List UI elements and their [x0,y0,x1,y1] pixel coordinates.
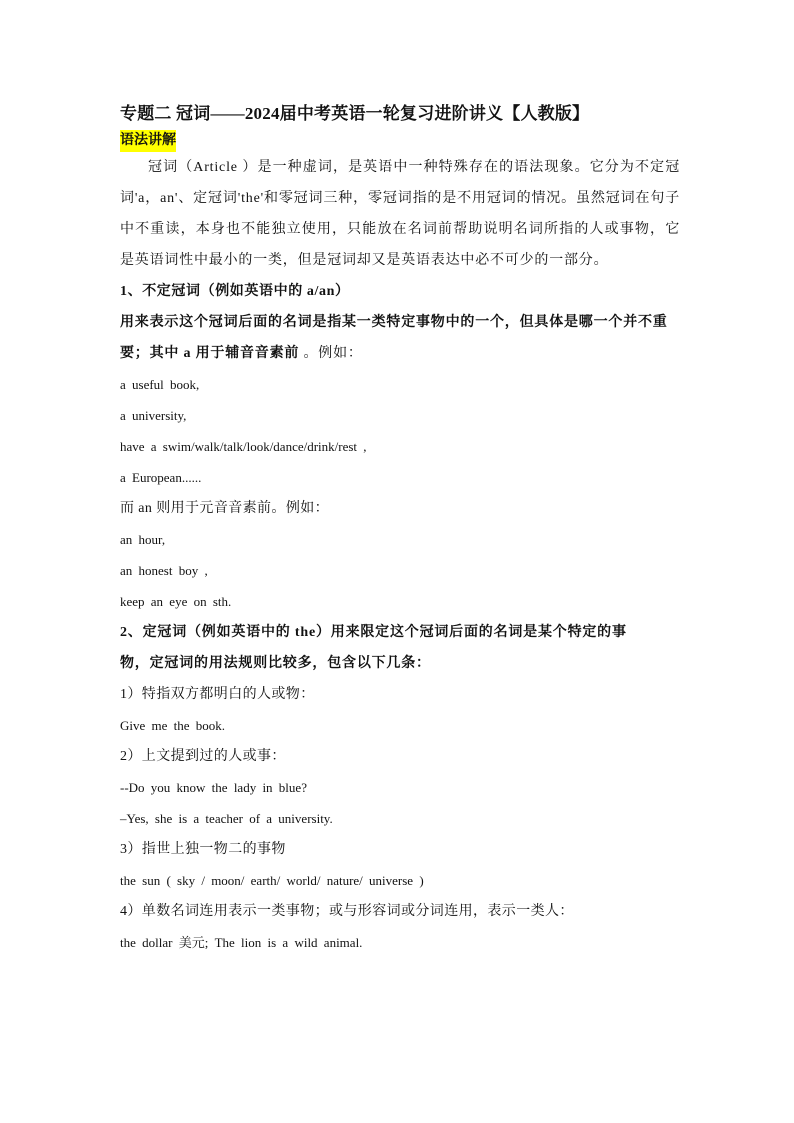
heading-indefinite-article: 1、不定冠词（例如英语中的 a/an） [120,284,350,299]
section-label-grammar: 语法讲解 [120,130,176,152]
indefinite-article-description [120,307,680,369]
rule-4: 4）单数名词连用表示一类事物；或与形容词或分词连用，表示一类人： [120,904,574,919]
heading-definite-article [120,617,680,648]
a-example: a university, [120,408,187,423]
document-page [120,100,680,958]
rule-2-example: –Yes, she is a teacher of a university. [120,811,333,826]
definite-desc-bold-tail: 包含以下几条： [327,656,431,671]
an-usage-intro: 而 an 则用于元音音素前。例如： [120,501,330,516]
rule-3: 3）指世上独一物二的事物 [120,842,286,857]
definite-article-description [120,648,680,679]
a-example: a useful book, [120,377,200,392]
definite-desc-bold: 物，定冠词的 [120,656,209,671]
definite-desc-rules: 用法规则比较多， [208,656,328,671]
rule-2-example: --Do you know the lady in blue? [120,780,307,795]
definite-heading-desc: 用来限定这个冠词后面的名词是某个特定的事 [330,625,627,640]
rule-4-example: the dollar 美元; The lion is a wild animal. [120,935,363,950]
rule-1: 1）特指双方都明白的人或物： [120,687,315,702]
a-example: a European...... [120,470,202,485]
page-title: 专题二 冠词——2024届中考英语一轮复习进阶讲义【人教版】 [120,104,590,123]
rule-1-example: Give me the book. [120,718,226,733]
definite-heading-bold: 2、定冠词（例如英语中的 the） [120,625,331,640]
rule-3-example: the sun ( sky / moon/ earth/ world/ nature/ universe ) [120,873,424,888]
rule-2: 2）上文提到过的人或事： [120,749,286,764]
an-example: an hour, [120,532,166,547]
indefinite-description-bold: 用来表示这个冠词后面的名词是指某一类特定事物中的一个，但具体是哪一个并不重要；其中 a 用于辅音音素前 [120,315,668,361]
indefinite-description-tail: 。例如： [303,346,363,361]
intro-paragraph: 冠词（Article ）是一种虚词，是英语中一种特殊存在的语法现象。它分为不定冠词'a，an'、定冠词'the'和零冠词三种，零冠词指的是不用冠词的情况。虽然冠词在句子中不重读，本身也不能独立使用，只能放在名词前帮助说明名词所指的人或事物，它是英语词性中最小的一类，但是冠词却又是英语表达中必不可少的一部分。 [120,160,680,268]
a-example: have a swim/walk/talk/look/dance/drink/rest , [120,439,367,454]
an-example: an honest boy , [120,563,208,578]
an-example: keep an eye on sth. [120,594,232,609]
